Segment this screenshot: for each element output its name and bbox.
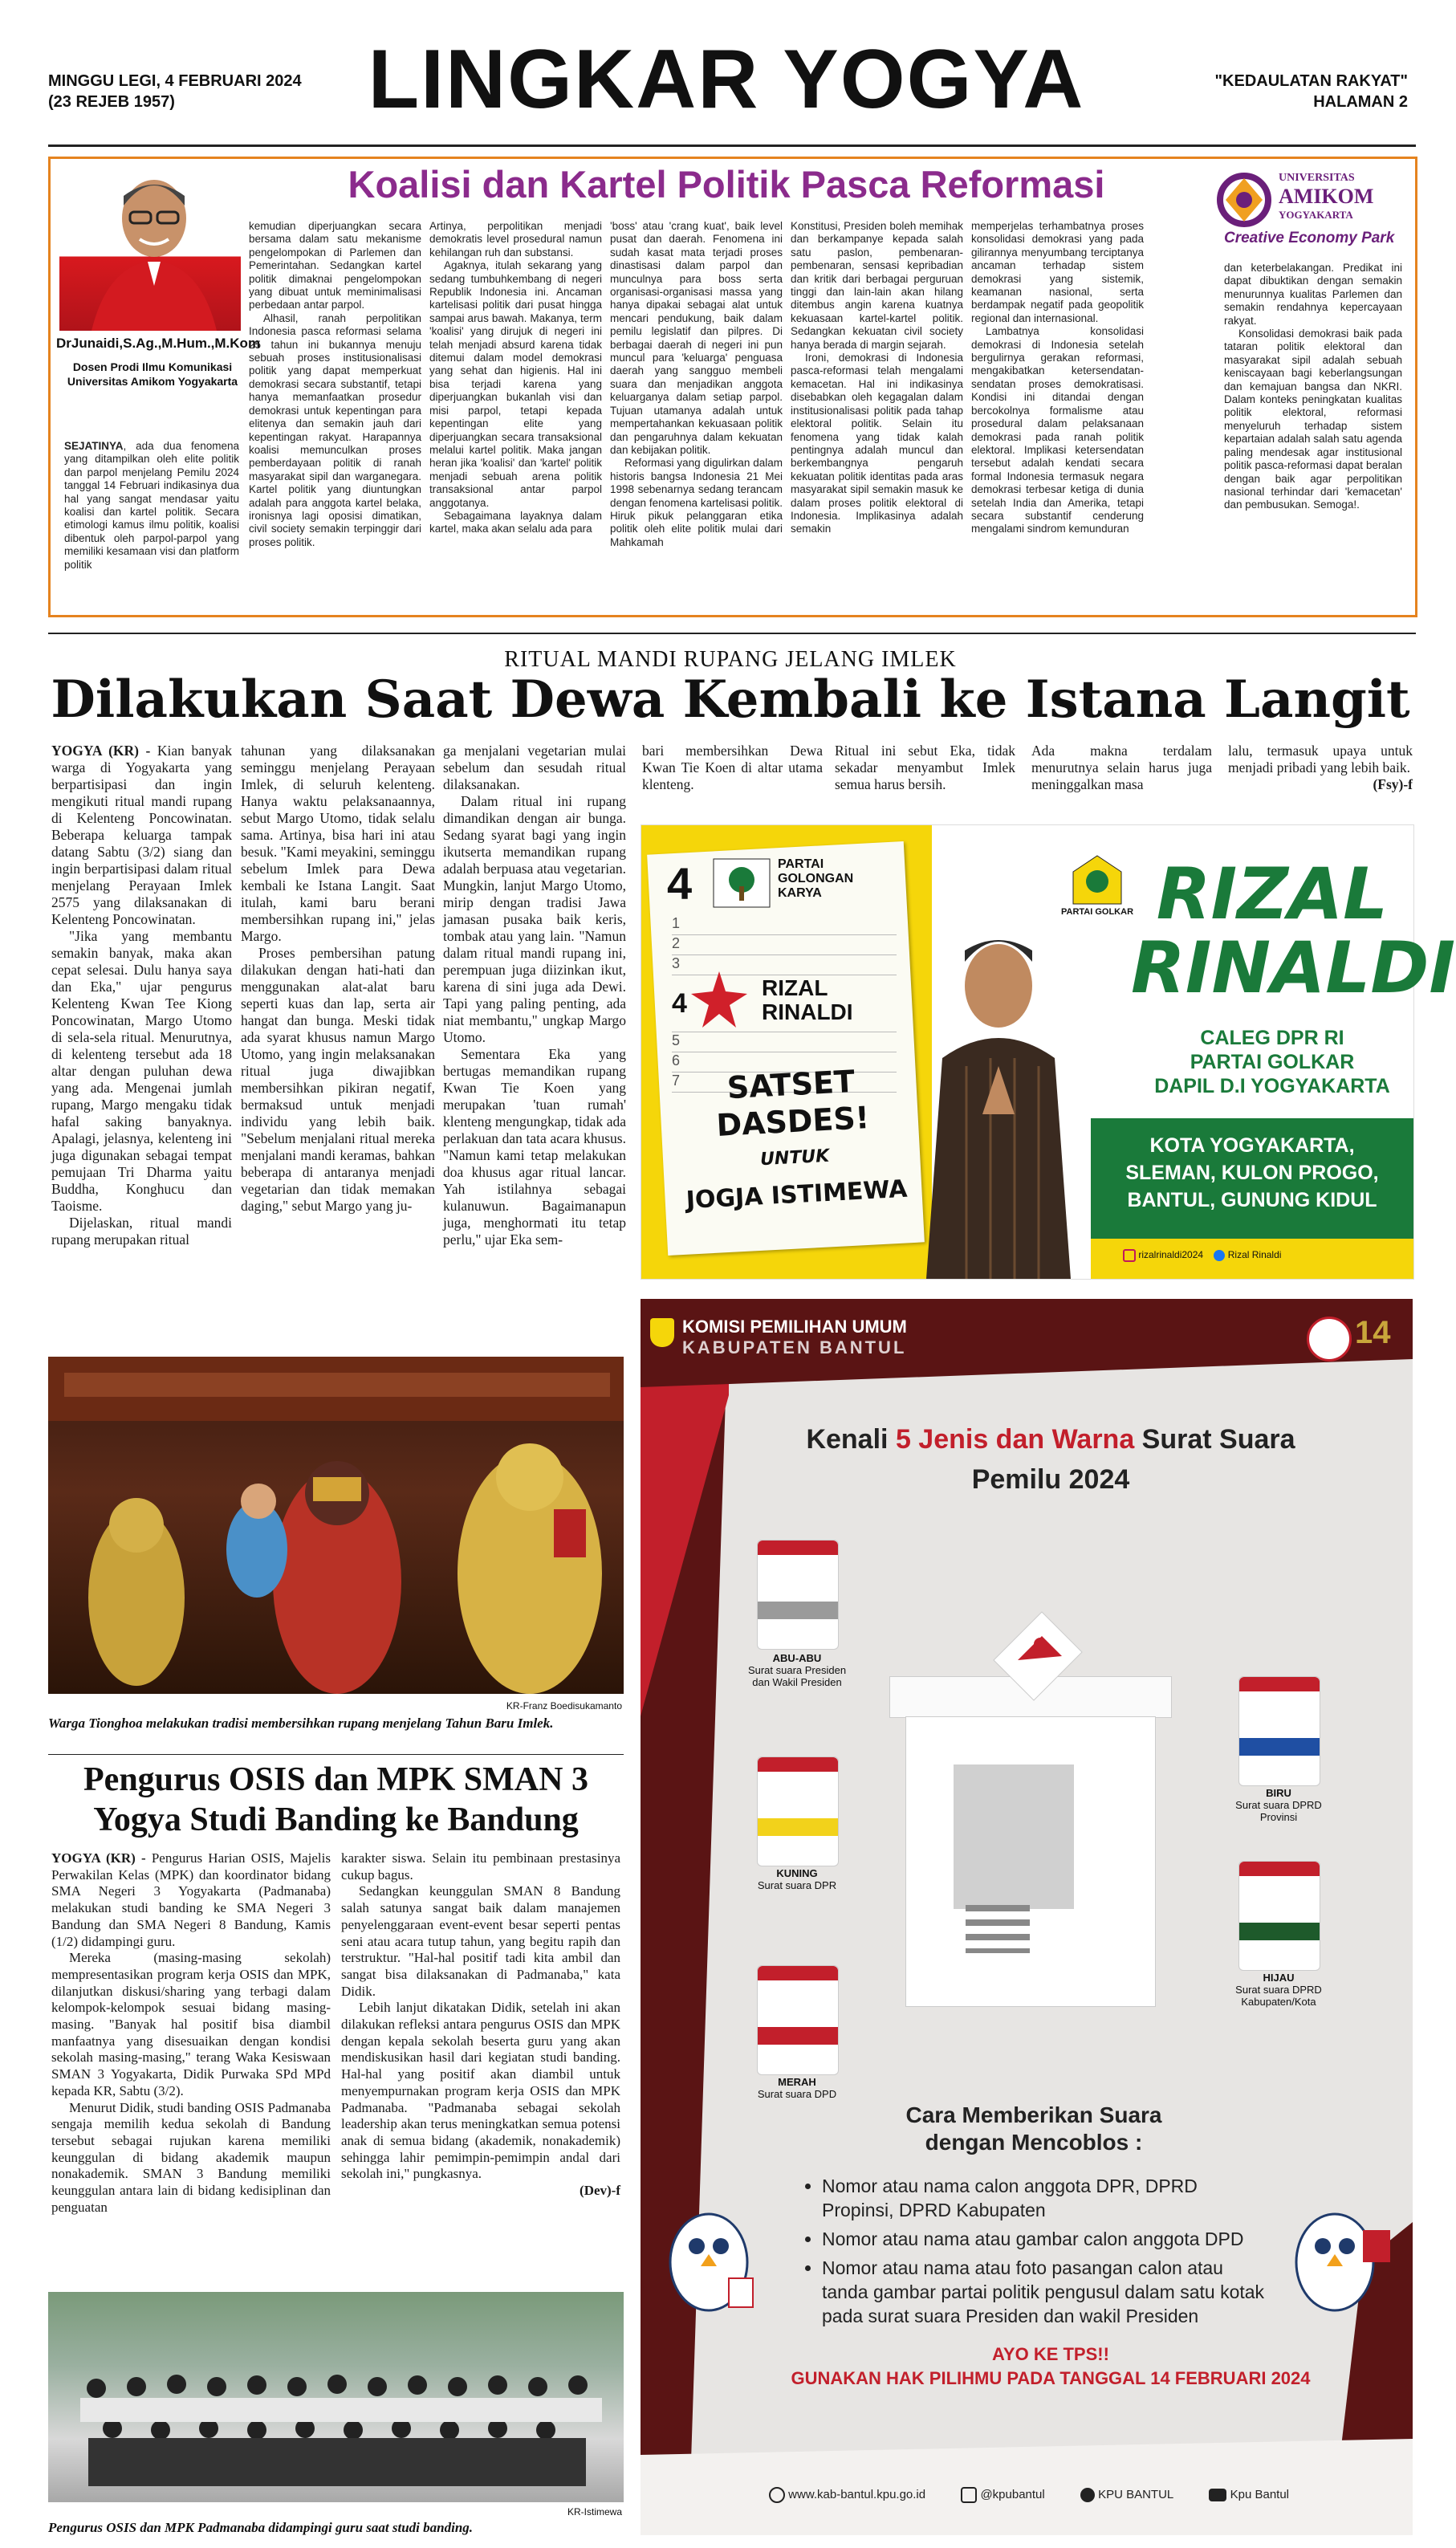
voting-paper-icon xyxy=(986,1612,1082,1700)
article-text: tahunan yang dilaksanakan seminggu menjelang Perayaan Imlek, di seluruh kelenteng. Hanya waktu pelaksanaannya, sebut Margo Utomo, tidak selalu sama. Artinya, bisa hari ini atau besuk. "Kami meyakini, seminggu sebelum Imlek para Dewa kembali ke Istana Langit. Saat itulah, kami baru berani membersihkan rupang ini," jelas Margo. xyxy=(241,743,435,944)
opinion-column-3 xyxy=(429,220,602,605)
amikom-logo xyxy=(1216,169,1409,257)
author-portrait-icon xyxy=(59,165,241,331)
kpu-ad xyxy=(641,1299,1413,2535)
opinion-text: Konstitusi, Presiden boleh memihak dan berkampanye kepada salah satu paslon, pembenaran-pembenaran, sensasi kepribadian dan kritik dari berbagai perguruan tinggi dan lain-lain akan hilang ditembus angin karena kuatnya kekuasaan kartel-kartel politik. Sedangkan kekuatan civil society hanya berada di margin sejarah. xyxy=(791,220,963,351)
region-line: SLEMAN, KULON PROGO, xyxy=(1125,1162,1379,1184)
ballot-color-band xyxy=(758,1818,838,1836)
logo-text: AMIKOM xyxy=(1279,185,1374,208)
article-text: "Jika yang membantu semakin banyak, maka akan cepat selesai. Dulu hanya saya dan Eka," ujar pengurus Kelenteng Kwan Tee Kiong Poncowinatan, Margo Utomo di sela-sela ritual. Menurutnya, di kelenteng tersebut ada 18 altar dengan puluhan dewa yang ada. Mengenai jumlah rupang, Margo mengaku tidak hafal saking banyaknya. Apalagi, jelasnya, kelenteng ini juga digunakan sebagai tempat pemujaan Tri Dharma yaitu Buddha, Konghucu dan Taoisme. xyxy=(51,928,232,1214)
title-year: Pemilu 2024 xyxy=(971,1464,1130,1495)
dateline: YOGYA (KR) - xyxy=(51,1850,146,1866)
party-name-line: KARYA xyxy=(778,886,822,900)
ballot-biru xyxy=(1218,1676,1339,1805)
candidate-portrait-icon xyxy=(918,873,1079,1279)
ballot-merah-label xyxy=(705,2076,889,2100)
footer-web[interactable]: www.kab-bantul.kpu.go.id xyxy=(788,2487,926,2501)
edition-date xyxy=(48,71,302,112)
party-name xyxy=(778,857,853,901)
ballot-number: 4 xyxy=(672,988,687,1019)
ballot-merah-paper xyxy=(757,1965,839,2075)
candidate-name-line: RIZAL xyxy=(762,975,828,1000)
ballot-header xyxy=(758,1757,838,1772)
ballot-row xyxy=(672,1032,897,1052)
title-highlight: 5 Jenis dan Warna xyxy=(895,1424,1135,1455)
caleg-line: CALEG DPR RI xyxy=(1200,1027,1344,1049)
opinion-column-1 xyxy=(64,440,239,604)
candidate-name-line: RINALDI xyxy=(762,999,853,1024)
party-name-line: GOLONGAN xyxy=(778,872,854,885)
osis-headline: Pengurus OSIS dan MPK SMAN 3 Yogya Studi Banding ke Bandung xyxy=(83,1761,588,1838)
ballot-number: 5 xyxy=(672,1032,681,1048)
photo-caption: Warga Tionghoa melakukan tradisi membersihkan rupang menjelang Tahun Baru Imlek. xyxy=(48,1716,554,1731)
ritual-photo xyxy=(48,1357,624,1694)
ballot-desc: Surat suara DPD xyxy=(757,2088,837,2100)
opinion-text: Ironi, demokrasi di Indonesia pasca-reformasi telah mengalami kemacetan. Hal ini indikasinya disebabkan oleh kegagalan dalam institusionalisasi politik pada tahap elektoral politik. Selain itu fenomena yang tidak kalah pentingnya adalah muncul dan berkembangnya pengaruh kekuatan politik identitas pada aras masyarakat sipil semakin masuk ke dalam proses politik elektoral di Indonesia. Implikasinya adalah semakin xyxy=(791,352,963,535)
article-text: Sedangkan keunggulan SMAN 8 Bandung salah satunya sangat baik dalam manajemen penyelenggaraan event-event besar seperti pentas seni atau acara tutup tahun, yang begitu rapih dan terstruktur. "Hal-hal positif tadi kita ambil dan sangat bisa dilaksanakan di Padmanaba," kata Didik. xyxy=(341,1883,620,1999)
group-students-icon xyxy=(48,2292,624,2502)
opinion-lead-word: SEJATINYA xyxy=(64,440,124,452)
article-text: Menurut Didik, studi banding OSIS Padmanaba sengaja memilih kedua sekolah di Bandung tersebut sebagai rujukan karena memiliki keunggulan di bidang akademik maupun nonakademik. SMAN 3 Bandung memiliki keunggulan antara lain di bidang kedisiplinan dan penguatan xyxy=(51,2099,331,2215)
cta-line: GUNAKAN HAK PILIHMU PADA TANGGAL 14 FEBRUARI 2024 xyxy=(791,2368,1311,2388)
ballot-color-name: HIJAU xyxy=(1263,1972,1295,1984)
osis-column-2 xyxy=(341,1850,620,2284)
mascot-left-icon xyxy=(657,2182,761,2318)
ballot-abu-label xyxy=(705,1652,889,1688)
cta xyxy=(705,2342,1397,2391)
pemilu-logo-icon xyxy=(1307,1317,1352,1362)
article-text: Ada makna terdalam menurutnya selain harus juga meninggalkan masa xyxy=(1031,743,1212,792)
author-name: DrJunaidi,S.Ag.,M.Hum.,M.Kom xyxy=(56,336,261,351)
ballot-desc: Surat suara DPRD xyxy=(1235,1984,1322,1996)
author-sign: (Fsy)-f xyxy=(1373,776,1413,792)
golkar-logo xyxy=(1057,856,1137,928)
ballot-kuning-label xyxy=(705,1867,889,1891)
opinion-text: kemudian diperjuangkan secara bersama dalam satu mekanisme pengelompokan di Parlemen dan Pemerintahan. Sedangkan kartel politik dimaknai pengelompokan yang dibuat untuk meminimalisasi perbedaan antar parpol. xyxy=(249,220,421,311)
logo-text: UNIVERSITAS xyxy=(1279,172,1355,184)
title-part: Surat Suara xyxy=(1134,1424,1295,1455)
cta-line: AYO KE TPS!! xyxy=(992,2344,1109,2364)
golkar-ad xyxy=(641,824,1456,1280)
article-text: ga menjalani vegetarian mulai sebelum dan sesudah ritual dilaksanakan. xyxy=(443,743,626,792)
candidate-name-line: RINALDI xyxy=(1131,926,1456,1009)
ballot-row xyxy=(672,915,897,935)
article-column-5 xyxy=(835,743,1015,807)
howto-item: • Nomor atau nama atau gambar calon anggota DPD xyxy=(822,2227,1271,2251)
punch-star-icon xyxy=(691,971,747,1031)
ritual-scene-icon xyxy=(48,1357,624,1694)
opinion-text: Konsolidasi demokrasi baik pada tataran politik elektoral dan masyarakat sipil adalah sebuah keniscayaan bagi keberlangsungan dan kemajuan bangsa dan NKRI. Dalam konteks peningkatan kualitas politik elektoral, reformasi menyeluruh terhadap sistem kepartaian adalah salah satu agenda paling mendesak agar institusional politik pasca-reformasi dapat beralan dengan baik agar perpolitikan nasional terhindar dari 'kemacetan' dan pembusukan. Semoga!. xyxy=(1224,328,1402,511)
candidate-photo xyxy=(918,873,1079,1279)
ballot-header xyxy=(758,1966,838,1980)
ballot-hijau-paper xyxy=(1238,1861,1320,1971)
opinion-text: memperjelas terhambatnya proses konsolidasi demokrasi yang pada gilirannya menyumbang terciptanya ancaman terhadap sistem demokrasi yang sistemik, keamanan nasional, serta berdampak negatif pada geopolitik regional dan internasional. xyxy=(971,220,1144,324)
ballot-hijau-label xyxy=(1186,1972,1371,2008)
opinion-text: Sebagaimana layaknya dalam kartel, maka akan selalu ada para xyxy=(429,509,602,535)
mascot-right-icon xyxy=(1283,2182,1395,2318)
ballot-number: 7 xyxy=(672,1073,681,1089)
ballot-biru-paper xyxy=(1238,1676,1320,1786)
party-name-line: PARTAI xyxy=(778,857,824,871)
article-column-6 xyxy=(1031,743,1212,807)
box-label-lines xyxy=(966,1905,1030,1953)
article-kicker: RITUAL MANDI RUPANG JELANG IMLEK xyxy=(504,647,957,672)
slogan-line: JOGJA ISTIMEWA xyxy=(685,1174,909,1215)
ballot-color-band xyxy=(758,2027,838,2045)
article-text: Proses pembersihan patung dilakukan dengan hati-hati dan menggunakan alat-alat baru seperti kuas dan lap, serta air hangat dan bunga. Meski tidak ada syarat khusus namun Margo Utomo, yang ingin melaksanakan ritual juga diwajibkan membersihkan pikiran negatif, bermaksud untuk menjadi individu yang lebih baik. "Sebelum menjalani ritual mereka menjalani mandi keramas, bahkan beberapa di antaranya menjadi vegetarian dan tidak memakan daging," sebut Margo yang ju- xyxy=(241,945,435,1214)
article-text: Dalam ritual ini rupang dimandikan dengan air bunga. Sedang syarat bagi yang ingin ikutserta memandikan rupang adalah berpuasa atau vegetarian. Mungkin, lanjut Margo Utomo, mirip dengan tradisi Jawa jamasan pusaka baik keris, tombak atau yang lain. "Namun dalam ritual mandi rupang ini, perempuan juga diizinkan ikut, karena di sini juga ada Dewi. Tapi yang paling penting, ada niat membantu," ungkap Margo Utomo. xyxy=(443,793,626,1045)
region-line: BANTUL, GUNUNG KIDUL xyxy=(1127,1189,1377,1211)
globe-icon xyxy=(769,2487,785,2503)
article-column-3 xyxy=(443,743,626,1345)
author-sign: (Dev)-f xyxy=(580,2183,620,2199)
opinion-text: , ada dua fenomena yang ditampilkan oleh elite politik dan parpol menjelang Pemilu 2024 tanggal 14 Februari indikasinya dua hal yang sangat mendasar yaitu koalisi dan kartel politik. Secara etimologi kamus ilmu politik, koalisi dibentuk oleh parpol-parpol yang memiliki kesamaan visi dan platform politik xyxy=(64,440,239,571)
opinion-column-2 xyxy=(249,220,421,605)
footer-instagram[interactable]: @kpubantul xyxy=(980,2487,1045,2501)
logo-tagline: Creative Economy Park xyxy=(1224,230,1395,246)
logo-text: YOGYAKARTA xyxy=(1279,209,1353,221)
facebook-icon xyxy=(1214,1250,1225,1261)
opinion-text: Agaknya, itulah sekarang yang sedang tumbuhkembang di negeri Republik Indonesia ini. Ancaman kartelisasi politik dari pusat hingga sampai arus bawah. Makanya, term 'koalisi' yang dirujuk di negeri ini telah menjadi absurd karena tidak ditemui dalam model demokrasi yang sehat dan higienis. Hal ini bisa terjadi karena yang diperjuangkan bukanlah visi dan misi parpol, tetapi kepada kepentingan elite yang diperjuangkan secara transaksional melalui kartel politik. Maka jangan heran jika 'koalisi' dan 'kartel' politik menjadi sebuah arena politik transaksional antar parpol anggotanya. xyxy=(429,259,602,509)
ballot-abu-paper xyxy=(757,1540,839,1650)
howto-line: Cara Memberikan Suara xyxy=(905,2102,1162,2127)
golkar-tree-icon xyxy=(714,859,770,907)
opinion-title: Koalisi dan Kartel Politik Pasca Reformasi xyxy=(348,163,1105,206)
article-text: Lebih lanjut dikatakan Didik, setelah ini akan dilakukan refleksi antara pengurus OSIS dan MPK dengan kepala sekolah beserta guru yang akan mendiskusikan hasil dari kegiatan studi banding. Hal-hal yang positif akan diambil untuk menyempurnakan program kerja OSIS dan MPK Padmanaba. "Padmanaba sebagai sekolah leadership akan terus meningkatkan semua potensi anak di semua bidang (akademik, nonakademik) sehingga lahir pemimpin-pemimpin andal dari sekolah ini," pungkasnya. xyxy=(341,2000,620,2182)
ballot-color-name: ABU-ABU xyxy=(772,1652,822,1664)
golkar-emblem-icon xyxy=(1073,856,1121,904)
footer-facebook[interactable]: KPU BANTUL xyxy=(1098,2487,1174,2501)
ballot-desc: Surat suara DPR xyxy=(757,1879,837,1891)
osis-photo-credit: KR-Istimewa xyxy=(567,2506,622,2517)
ballot-candidate-name xyxy=(762,976,853,1024)
ballot-abu xyxy=(737,1540,857,1668)
caleg-info xyxy=(1131,1026,1413,1098)
ballot-color-name: MERAH xyxy=(778,2076,816,2088)
article-text: Pengurus Harian OSIS, Majelis Perwakilan Kelas (MPK) dan koordinator bidang SMA Negeri 3 Yogyakarta (Padmanaba) melakukan studi banding ke SMA Negeri 3 Bandung dan SMA Negeri 8 Bandung, Kamis (1/2) didampingi guru. xyxy=(51,1850,331,1949)
ballot-desc: dan Wakil Presiden xyxy=(752,1676,842,1688)
youtube-icon xyxy=(1209,2489,1226,2501)
howto-item: • Nomor atau nama atau foto pasangan calon atau tanda gambar partai politik pengusul dalam satu kotak pada surat suara Presiden dan wakil Presiden xyxy=(822,2256,1271,2328)
opinion-text: 'boss' atau 'crang kuat', baik level pusat dan daerah. Fenomena ini sudah kasat mata terjadi proses dinastisasi dalam parpol dan munculnya para boss serta organisasi-organisasi massa yang hanya dipakai sebagai alat untuk mencari pendukung, baik dalam pemilu legislatif dan pilpres. Di berbagai daerah di negeri ini pun muncul para 'keluarga' penguasa daerah yang sangguo membeli suara dan menjadikan anggota keluarganya dalam setiap parpol. Tujuan utamanya adalah untuk mempertahankan kekuasaan politik dan pengaruhnya dalam kekuatan dan kebijakan politik. xyxy=(610,220,783,456)
opinion-column-4 xyxy=(610,220,783,605)
ballot-number: 2 xyxy=(672,935,681,951)
article-text: bari membersihkan Dewa Kwan Tie Koen di altar utama klenteng. xyxy=(642,743,823,792)
facebook-handle: Rizal Rinaldi xyxy=(1227,1249,1282,1261)
photo-credit: KR-Franz Boedisukamanto xyxy=(506,1700,622,1712)
opinion-text: dan keterbelakangan. Predikat ini dapat dibuktikan dengan semakin menurunnya kualitas Parlemen dan semakin rendahnya kepercayaan rakyat. xyxy=(1224,262,1402,327)
region-list xyxy=(1091,1132,1413,1214)
article-text: Kian banyak warga di Yogyakarta yang berpartisipasi dan ingin mengikuti ritual mandi rupang di Kelenteng Poncowinatan. Beberapa keluarga tampak datang Sabtu (3/2) siang dan ingin berpartisipasi dalam ritual menjelang Perayaan Imlek 2575 yang dilaksanakan di Kelenteng Poncowinatan. xyxy=(51,743,232,927)
article-column-2 xyxy=(241,743,435,1345)
ballot-desc: Surat suara DPRD xyxy=(1235,1799,1322,1811)
slogan-line: UNTUK xyxy=(759,1146,830,1170)
page-info xyxy=(1215,71,1408,112)
caleg-line: PARTAI GOLKAR xyxy=(1190,1051,1355,1073)
howto-line: dengan Mencoblos : xyxy=(925,2130,1143,2155)
caleg-line: DAPIL D.I YOGYAKARTA xyxy=(1154,1075,1390,1097)
footer-youtube[interactable]: Kpu Bantul xyxy=(1230,2487,1290,2501)
ballot-header xyxy=(1239,1677,1320,1691)
javanese-date-line: (23 REJEB 1957) xyxy=(48,93,175,111)
ballot-desc: Provinsi xyxy=(1259,1811,1298,1823)
howto-list xyxy=(801,2174,1271,2333)
ballot-hijau xyxy=(1218,1861,1339,1989)
opinion-column-6 xyxy=(971,220,1144,605)
candidate-big-name xyxy=(1131,853,1456,1009)
ballot-kuning-paper xyxy=(757,1756,839,1866)
opinion-text: Artinya, perpolitikan menjadi demokratis level prosedural namun kehilangan ruh dan substansi. xyxy=(429,220,602,258)
osis-photo-caption: Pengurus OSIS dan MPK Padmanaba didampingi guru saat studi banding. xyxy=(48,2520,474,2535)
author-affiliation-line: Universitas Amikom Yogyakarta xyxy=(67,375,238,388)
instagram-icon xyxy=(1123,1249,1136,1262)
ballot-number: 6 xyxy=(672,1052,681,1068)
org-line: KABUPATEN BANTUL xyxy=(682,1337,907,1357)
facebook-icon xyxy=(1080,2488,1095,2502)
ballot-color-name: BIRU xyxy=(1266,1787,1291,1799)
ballot-color-band xyxy=(1239,1923,1320,1940)
osis-column-1 xyxy=(51,1850,331,2284)
howto-title xyxy=(801,2102,1267,2156)
party-label: PARTAI GOLKAR xyxy=(1060,907,1134,917)
ballot-header xyxy=(1239,1862,1320,1876)
amikom-emblem-icon xyxy=(1216,172,1272,228)
ballot-merah xyxy=(737,1965,857,2094)
article-headline: Dilakukan Saat Dewa Kembali ke Istana Langit xyxy=(51,670,1410,730)
opinion-text: Reformasi yang digulirkan dalam historis bangsa Indonesia 21 Mei 1998 sebenarnya sedang terancam dengan fenomena kartelisasi politik. Hiruk pikuk pelanggaran etika politik oleh elite politik mulai dari Mahkamah xyxy=(610,457,783,548)
ad-slogan xyxy=(677,1060,909,1219)
ballot-box-illustration xyxy=(889,1636,1170,2005)
opinion-column-5 xyxy=(791,220,963,605)
ballot-header xyxy=(758,1541,838,1555)
article-text: Sementara Eka yang bertugas memandikan rupang Kwan Tie Koen yang merupakan 'tuan rumah' klenteng mengungkap, tidak ada perlakuan dan tata acara khusus. "Namun kami tetap melakukan doa khusus agar ritual lancar. Yah istilahnya sebagai kulanuwun. Bagaimanapun juga, menghormati itu tetap perlu," ujar Eka sem- xyxy=(443,1046,626,1248)
osis-group-photo xyxy=(48,2292,624,2502)
author-role-line: Dosen Prodi Ilmu Komunikasi xyxy=(72,360,233,373)
page-number: HALAMAN 2 xyxy=(1313,93,1408,111)
social-links xyxy=(1123,1249,1396,1262)
slogan: "KEDAULATAN RAKYAT" xyxy=(1214,72,1408,90)
opinion-column-7 xyxy=(1224,262,1402,605)
masthead: LINGKAR YOGYA xyxy=(368,33,1085,126)
article-text: karakter siswa. Selain itu pembinaan prestasinya cukup bagus. xyxy=(341,1850,620,1883)
opinion-text: Lambatnya konsolidasi demokrasi di Indonesia setelah bergulirnya gerakan reformasi, mengakibatkan ketersendatan-sendatan proses demokratisasi. Kondisi ini ditandai dengan bercokolnya formalisme atau prosedural dalam pelaksanaan demokrasi pada ranah politik elektoral. Implikasi ketersendatan tersebut adalah kendati secara formal Indonesia termasuk negara demokrasi terbesar ketiga di dunia setelah India dan Amerika, tetapi secara substantif cenderung mengalami sindrom kemunduran xyxy=(971,325,1144,535)
kpu-org-name xyxy=(682,1317,907,1358)
ballot-color-band xyxy=(758,1602,838,1619)
ballot-color-name: KUNING xyxy=(776,1867,818,1879)
box-label xyxy=(954,1764,1074,1909)
party-number: 4 xyxy=(667,858,693,909)
howto-item: • Nomor atau nama calon anggota DPR, DPRD Propinsi, DPRD Kabupaten xyxy=(822,2174,1271,2222)
column-rule xyxy=(48,1754,624,1755)
ballot-number: 1 xyxy=(672,915,681,931)
section-rule xyxy=(48,633,1416,634)
ballot-kuning xyxy=(737,1756,857,1885)
slogan-line: SATSET xyxy=(726,1063,856,1106)
region-line: KOTA YOGYAKARTA, xyxy=(1149,1134,1355,1157)
article-text: lalu, termasuk upaya untuk menjadi pribadi yang lebih baik. xyxy=(1228,743,1413,775)
article-column-1 xyxy=(51,743,232,1345)
candidate-name-line: RIZAL xyxy=(1156,853,1389,935)
article-column-4 xyxy=(642,743,823,807)
slogan-line: DASDES! xyxy=(715,1100,871,1143)
ballot-number: 3 xyxy=(672,955,681,971)
title-part: Kenali xyxy=(806,1424,896,1455)
date-line: MINGGU LEGI, 4 FEBRUARI 2024 xyxy=(48,72,302,90)
header-rule xyxy=(48,144,1416,147)
anniversary-logo-icon: 14 xyxy=(1355,1315,1391,1350)
instagram-handle: rizalrinaldi2024 xyxy=(1138,1249,1204,1261)
author-role xyxy=(56,360,249,389)
ballot-color-band xyxy=(1239,1738,1320,1756)
dateline: YOGYA (KR) - xyxy=(51,743,151,759)
ballot-biru-label xyxy=(1186,1787,1371,1823)
ballot-desc: Surat suara Presiden xyxy=(747,1664,847,1676)
ballot-desc: Kabupaten/Kota xyxy=(1241,1996,1316,2008)
ballot-row xyxy=(672,935,897,955)
instagram-icon xyxy=(961,2487,977,2503)
article-text: Dijelaskan, ritual mandi rupang merupakan ritual xyxy=(51,1215,232,1248)
author-photo xyxy=(59,165,241,331)
article-text: Ritual ini sebut Eka, tidak sekadar menyambut Imlek semua harus bersih. xyxy=(835,743,1015,792)
article-text: Mereka (masing-masing sekolah) mempresentasikan program kerja OSIS dan MPK, dilanjutkan diskusi/sharing yang terbagi dalam kelompok-kelompok sesuai bidang masing-masing. "Banyak hal positif bisa diambil manfaatnya yang disesuaikan dengan kondisi sekolah masing-masing," terang Waka Kesiswaan SMAN 3 Yogyakarta, Didik Purwaka SPd MPd kepada KR, Sabtu (3/2). xyxy=(51,1950,331,2098)
opinion-text: Alhasil, ranah perpolitikan Indonesia pasca reformasi selama 25 tahun ini bukannya menuju sebuah proses institusionalisasi politik yang dapat memperkuat demokrasi secara substantif, tetapi hanya memanfaatkan prosedur demokrasi untuk kepentingan para elitenya dan semakin jauh dari kepentingan rakyat. Harapannya koalisi memunculkan proses pemberdayaan politik di ranah masyarakat sipil dan warganegara. Kartel politik yang diuntungkan adalah para anggota kartel belaka, ironisnya lagi oposisi dimatikan, civil society semakin terpinggir dari proses politik. xyxy=(249,311,421,548)
org-line: KOMISI PEMILIHAN UMUM xyxy=(682,1317,907,1337)
kpu-title xyxy=(705,1419,1397,1500)
kpu-emblem-icon xyxy=(650,1318,674,1347)
kpu-footer xyxy=(769,2487,1379,2503)
article-column-7 xyxy=(1228,743,1413,807)
